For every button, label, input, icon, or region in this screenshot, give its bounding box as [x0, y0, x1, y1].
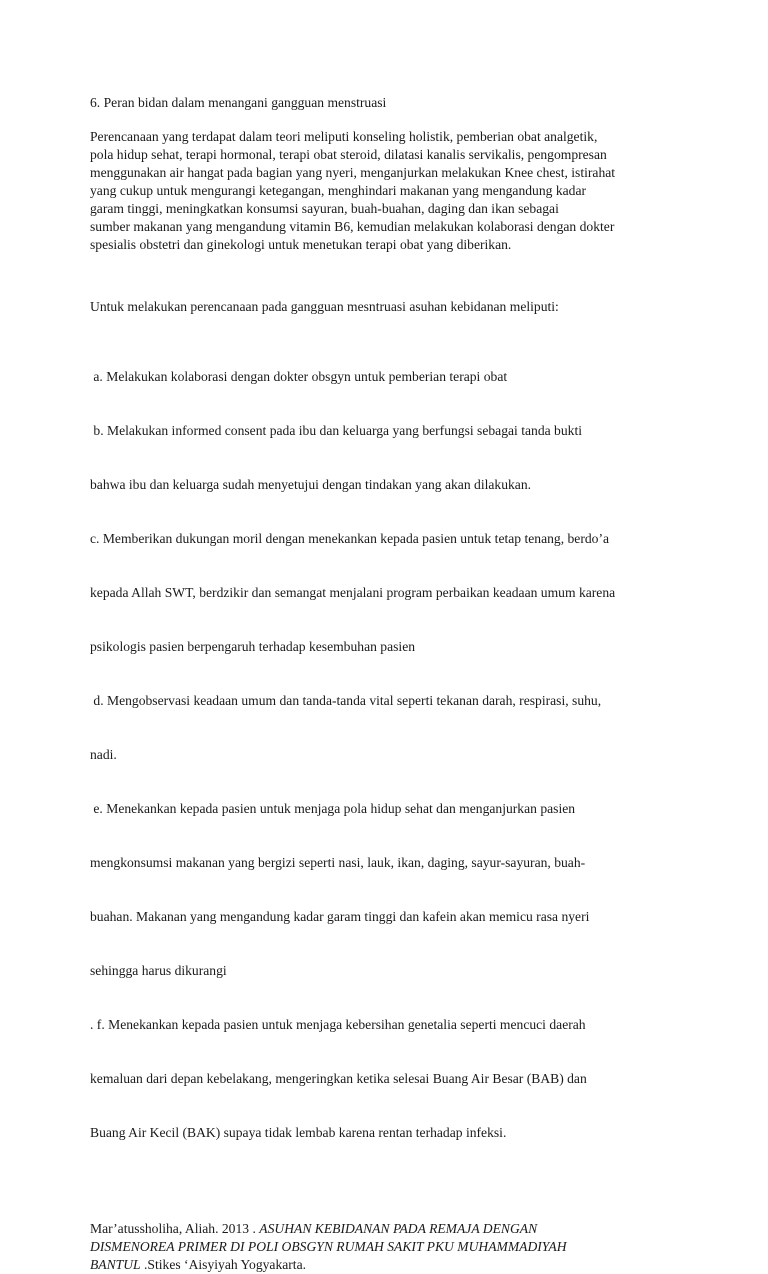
reference-entry — [90, 1220, 690, 1274]
list-item: sehingga harus dikurangi — [90, 963, 227, 978]
paragraph-line: Perencanaan yang terdapat dalam teori meliputi konseling holistik, pemberian obat analgetik, — [90, 129, 598, 144]
list-item: b. Melakukan informed consent pada ibu dan keluarga yang berfungsi sebagai tanda bukti — [90, 423, 582, 438]
list-intro: Untuk melakukan perencanaan pada gangguan mesntruasi asuhan kebidanan meliputi: — [90, 299, 559, 314]
list-item: bahwa ibu dan keluarga sudah menyetujui dengan tindakan yang akan dilakukan. — [90, 477, 532, 492]
paragraph-line: yang cukup untuk mengurangi ketegangan, menghindari makanan yang mengandung kadar — [90, 183, 587, 198]
list-item: c. Memberikan dukungan moril dengan menekankan kepada pasien untuk tetap tenang, berdo’a — [90, 531, 610, 546]
paragraph-line: pola hidup sehat, terapi hormonal, terapi obat steroid, dilatasi kanalis servikalis, pengompresan — [90, 147, 607, 162]
reference-publisher: .Stikes ‘Aisyiyah Yogyakarta. — [140, 1257, 307, 1272]
list-item: . f. Menekankan kepada pasien untuk menjaga kebersihan genetalia seperti mencuci daerah — [90, 1017, 586, 1032]
list-item: mengkonsumsi makanan yang bergizi seperti nasi, lauk, ikan, daging, sayur-sayuran, buah- — [90, 855, 586, 870]
section-heading: 6. Peran bidan dalam menangani gangguan menstruasi — [90, 95, 387, 110]
list-item: e. Menekankan kepada pasien untuk menjaga pola hidup sehat dan menganjurkan pasien — [90, 801, 576, 816]
list-item: buahan. Makanan yang mengandung kadar garam tinggi dan kafein akan memicu rasa nyeri — [90, 909, 590, 924]
paragraph-line: sumber makanan yang mengandung vitamin B6, kemudian melakukan kolaborasi dengan dokter — [90, 219, 615, 234]
care-plan-list — [90, 332, 690, 1178]
paragraph-line: spesialis obstetri dan ginekologi untuk menetukan terapi obat yang diberikan. — [90, 237, 512, 252]
list-item: a. Melakukan kolaborasi dengan dokter obsgyn untuk pemberian terapi obat — [90, 369, 508, 384]
reference-title: ASUHAN KEBIDANAN PADA REMAJA DENGAN — [259, 1221, 538, 1236]
reference-line — [90, 1220, 690, 1238]
document-page — [90, 94, 690, 1274]
list-item: kepada Allah SWT, berdzikir dan semangat menjalani program perbaikan keadaan umum karena — [90, 585, 616, 600]
list-item: d. Mengobservasi keadaan umum dan tanda-tanda vital seperti tekanan darah, respirasi, suhu, — [90, 693, 602, 708]
list-item: nadi. — [90, 747, 117, 762]
paragraph-planning-theory — [90, 128, 690, 254]
reference-title-continued: DISMENOREA PRIMER DI POLI OBSGYN RUMAH SAKIT PKU MUHAMMADIYAH — [90, 1239, 567, 1254]
list-item: Buang Air Kecil (BAK) supaya tidak lembab karena rentan terhadap infeksi. — [90, 1125, 507, 1140]
reference-line — [90, 1256, 690, 1274]
paragraph-line: menggunakan air hangat pada bagian yang nyeri, menganjurkan melakukan Knee chest, istirahat — [90, 165, 616, 180]
list-item: kemaluan dari depan kebelakang, mengeringkan ketika selesai Buang Air Besar (BAB) dan — [90, 1071, 587, 1086]
paragraph-line: garam tinggi, meningkatkan konsumsi sayuran, buah-buahan, daging dan ikan sebagai — [90, 201, 559, 216]
list-item: psikologis pasien berpengaruh terhadap kesembuhan pasien — [90, 639, 416, 654]
reference-author: Mar’atussholiha, Aliah. 2013 . — [90, 1221, 260, 1236]
reference-title-end: BANTUL — [90, 1257, 141, 1272]
